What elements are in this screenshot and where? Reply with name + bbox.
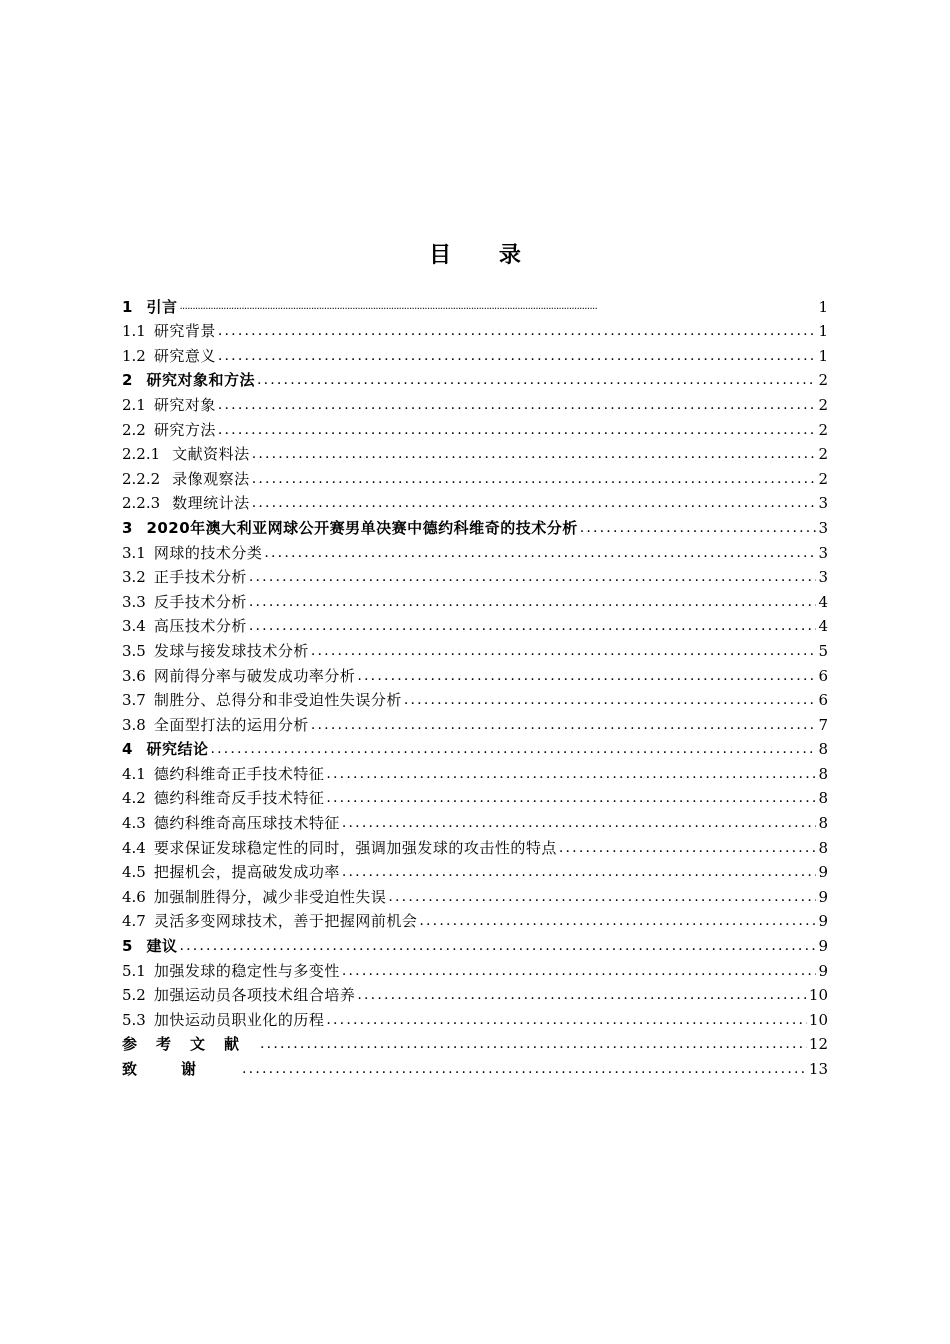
toc-entry-title: 致谢 [122,1060,241,1078]
dot-leader [342,961,817,981]
toc-entry[interactable] [122,784,828,809]
toc-entry-number: 5.2 [122,986,146,1005]
toc-entry[interactable] [122,317,828,342]
toc-entry[interactable] [122,710,828,735]
toc-entry[interactable] [122,563,828,588]
toc-entry-title: 加强制胜得分，减少非受迫性失误 [153,887,387,906]
toc-entry-title: 正手技术分析 [153,568,247,587]
dot-leader [218,346,817,366]
toc-entry[interactable] [122,513,828,538]
toc-entry[interactable] [122,759,828,784]
dot-leader [260,1034,807,1054]
toc-entry[interactable] [122,538,828,563]
toc-entry[interactable] [122,981,828,1006]
toc-entry[interactable] [122,907,828,932]
toc-entry-title: 制胜分、总得分和非受迫性失误分析 [153,691,402,710]
dot-leader [326,788,816,808]
toc-entry[interactable] [122,808,828,833]
toc-entry-page-number: 8 [818,740,828,759]
dot-leader [559,838,817,858]
toc-entry-title: 研究对象 [153,395,216,414]
toc-entry-title: 研究对象和方法 [146,371,255,390]
toc-entry-title: 2020年澳大利亚网球公开赛男单决赛中德约科维奇的技术分析 [146,518,578,537]
toc-entry-number: 3 [122,518,133,537]
toc-entry-number: 1.1 [122,322,146,341]
dot-leader [257,370,817,390]
toc-entry-number: 2.2.3 [122,494,161,513]
toc-entry-number: 1.2 [122,346,146,365]
toc-entry-page-number: 2 [818,371,828,390]
toc-entry-page-number: 10 [808,986,828,1005]
toc-entry[interactable] [122,587,828,612]
toc-entry-number: 5.3 [122,1010,146,1029]
toc-entry-title: 反手技术分析 [153,592,247,611]
toc-entry-number: 2.2.2 [122,469,161,488]
dot-leader [252,493,817,513]
toc-entry[interactable] [122,612,828,637]
toc-entry-page-number: 2 [818,445,828,464]
toc-entry-page-number: 3 [818,568,828,587]
toc-entry-page-number: 1 [818,322,828,341]
toc-entry-number: 2 [122,371,133,390]
dot-leader [311,715,817,735]
toc-entry[interactable] [122,1054,828,1079]
dot-leader [357,985,807,1005]
toc-entry-number: 2.2 [122,420,146,439]
dot-leader [357,666,816,686]
toc-entry-page-number: 6 [818,666,828,685]
toc-entry-title: 高压技术分析 [153,617,247,636]
toc-entry-number: 3.3 [122,592,146,611]
dot-leader [311,641,817,661]
toc-entry-page-number: 5 [818,641,828,660]
toc-entry-title: 研究结论 [146,740,209,759]
toc-entry-title: 研究背景 [153,322,216,341]
toc-entry-number: 4.7 [122,912,146,931]
dot-leader [580,518,817,538]
toc-entry[interactable] [122,882,828,907]
dot-leader [210,739,816,759]
dot-leader [326,764,816,784]
toc-entry-title: 研究方法 [153,420,216,439]
dot-leader [342,862,817,882]
toc-entry-page-number: 3 [818,494,828,513]
toc-entry[interactable] [122,1005,828,1030]
toc-entry-page-number: 3 [818,543,828,562]
toc-entry-page-number: 2 [818,420,828,439]
toc-entry-number: 3.8 [122,715,146,734]
toc-entry-title: 建议 [146,937,178,956]
toc-entry-page-number: 3 [818,518,828,537]
toc-entry-title: 德约科维奇反手技术特征 [153,789,325,808]
toc-entry[interactable] [122,931,828,956]
toc-entry-number: 3.7 [122,691,146,710]
toc-entry[interactable] [122,464,828,489]
dot-leader [252,469,817,489]
toc-entry-number: 1 [122,297,133,316]
toc-entry-page-number: 9 [818,961,828,980]
toc-entry-title: 数理统计法 [172,494,250,513]
toc-entry[interactable] [122,440,828,465]
toc-entry-page-number: 4 [818,592,828,611]
toc-entry[interactable] [122,390,828,415]
toc-entry-number: 2.2.1 [122,445,161,464]
toc-entry-title: 研究意义 [153,346,216,365]
toc-entry-title: 德约科维奇高压球技术特征 [153,814,340,833]
dot-leader [404,690,817,710]
dot-leader [252,444,817,464]
toc-entry-page-number: 10 [808,1010,828,1029]
toc-entry-number: 3.4 [122,617,146,636]
toc-entry-title: 发球与接发球技术分析 [153,641,309,660]
toc-entry-title: 参考文献 [122,1035,259,1054]
dot-leader [179,297,816,317]
toc-entry-title: 录像观察法 [172,469,250,488]
toc-entry[interactable] [122,858,828,883]
toc-entry-page-number: 13 [808,1060,828,1078]
table-of-contents [122,292,828,1079]
toc-entry-title: 加强发球的稳定性与多变性 [153,961,340,980]
toc-entry-number: 3.6 [122,666,146,685]
toc-entry-page-number: 9 [818,912,828,931]
toc-entry-page-number: 8 [818,814,828,833]
toc-entry-page-number: 8 [818,764,828,783]
toc-entry-title: 把握机会，提高破发成功率 [153,863,340,882]
toc-entry-title: 要求保证发球稳定性的同时，强调加强发球的攻击性的特点 [153,838,557,857]
toc-entry[interactable] [122,341,828,366]
dot-leader [388,887,816,907]
toc-entry-number: 4.3 [122,814,146,833]
toc-entry-number: 4 [122,740,133,759]
toc-entry-title: 加强运动员各项技术组合培养 [153,986,356,1005]
toc-entry[interactable] [122,686,828,711]
toc-entry[interactable] [122,489,828,514]
toc-entry-page-number: 7 [818,715,828,734]
toc-entry-title: 引言 [146,297,178,316]
dot-leader [419,911,816,931]
toc-entry-number: 5 [122,937,133,956]
toc-entry-number: 4.5 [122,863,146,882]
toc-entry[interactable] [122,415,828,440]
toc-entry-title: 全面型打法的运用分析 [153,715,309,734]
toc-entry-number: 5.1 [122,961,146,980]
toc-entry-title: 文献资料法 [172,445,250,464]
dot-leader [218,321,817,341]
toc-entry[interactable] [122,956,828,981]
toc-entry-page-number: 12 [808,1035,828,1054]
toc-entry-number: 2.1 [122,395,146,414]
dot-leader [249,567,817,587]
toc-entry-title: 网前得分率与破发成功率分析 [153,666,356,685]
toc-entry[interactable] [122,636,828,661]
toc-entry[interactable] [122,735,828,760]
toc-entry-page-number: 1 [818,346,828,365]
toc-entry-page-number: 9 [818,887,828,906]
dot-leader [179,936,816,956]
toc-entry-title: 加快运动员职业化的历程 [153,1010,325,1029]
toc-entry-number: 4.6 [122,887,146,906]
dot-leader [242,1059,807,1079]
dot-leader [264,543,816,563]
toc-entry-page-number: 9 [818,937,828,956]
toc-entry-page-number: 6 [818,691,828,710]
page-title: 目 录 [429,243,541,268]
toc-entry-title: 网球的技术分类 [153,543,263,562]
toc-entry-title: 灵活多变网球技术，善于把握网前机会 [153,912,418,931]
toc-entry-page-number: 9 [818,863,828,882]
toc-entry-number: 3.1 [122,543,146,562]
toc-entry[interactable] [122,366,828,391]
toc-entry-number: 4.4 [122,838,146,857]
dot-leader [249,592,817,612]
toc-entry-page-number: 2 [818,395,828,414]
dot-leader [342,813,817,833]
toc-entry-number: 3.2 [122,568,146,587]
toc-entry-page-number: 1 [818,297,828,316]
toc-entry-page-number: 8 [818,789,828,808]
toc-entry-page-number: 8 [818,838,828,857]
toc-entry-title: 德约科维奇正手技术特征 [153,764,325,783]
toc-entry-number: 3.5 [122,641,146,660]
toc-entry[interactable] [122,292,828,317]
dot-leader [218,395,817,415]
toc-entry-number: 4.1 [122,764,146,783]
dot-leader [218,420,817,440]
dot-leader [249,616,817,636]
toc-entry-number: 4.2 [122,789,146,808]
toc-entry[interactable] [122,1030,828,1055]
toc-entry-page-number: 2 [818,469,828,488]
dot-leader [326,1010,807,1030]
toc-entry[interactable] [122,833,828,858]
toc-entry-page-number: 4 [818,617,828,636]
toc-entry[interactable] [122,661,828,686]
